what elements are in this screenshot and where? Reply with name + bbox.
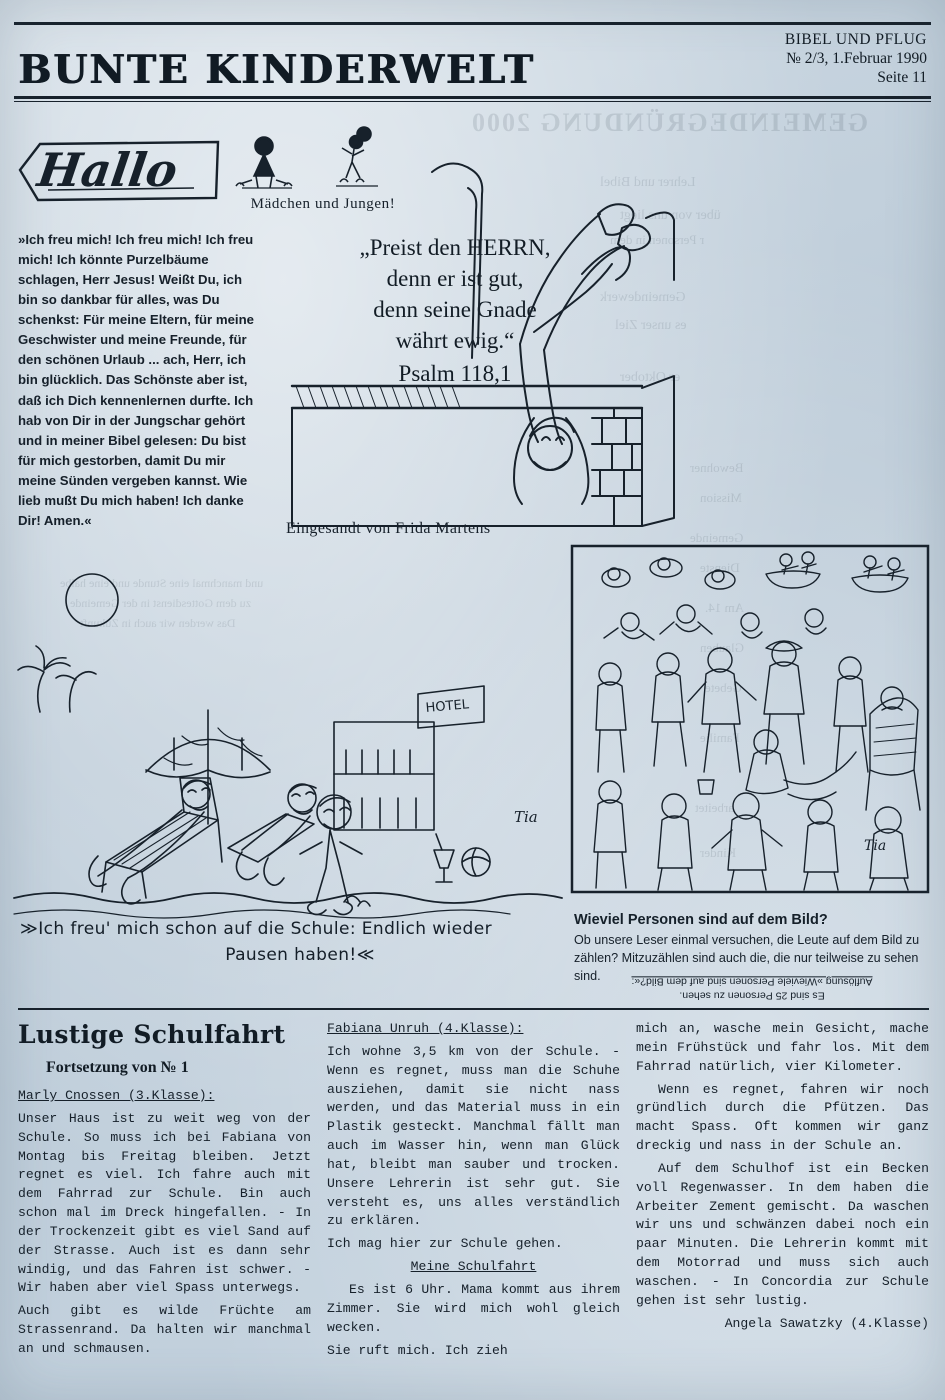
article-col1-author: Marly Cnossen (3.Klasse): — [18, 1088, 215, 1103]
greeting-text: Mädchen und Jungen! — [250, 196, 396, 212]
article-subtitle: Fortsetzung von № 1 — [46, 1059, 189, 1076]
page-sheet — [14, 22, 931, 1382]
ghost-text: Kinder — [700, 845, 737, 860]
article-col2-after-2: Sie ruft mich. Ich zieh — [327, 1342, 508, 1358]
svg-text:Hallo: Hallo — [34, 143, 181, 197]
ghost-text: r Personen in dem — [610, 232, 705, 247]
ghost-text: Gemeindewerk — [600, 290, 686, 305]
ghost-text: und manchmal eine Stunde und eine halbe — [60, 576, 264, 590]
page-title: BUNTE KINDERWELT — [18, 46, 535, 93]
verse-reference: Psalm 118,1 — [398, 361, 512, 387]
article-signature: Angela Sawatzky (4.Klasse) — [724, 1315, 929, 1331]
article-col2-after-1: Es ist 6 Uhr. Mama kommt aus ihrem Zimmer. Sie wird mich wohl gleich wecken. — [327, 1281, 620, 1335]
article-col1-para-1: Unser Haus ist zu weit weg von der Schule. So muss ich bei Fabiana von Montag bis Freitag bleiben. Jetzt regnet es viel. Ich fahre auch mit dem Fahrrad zur Schule. Bin auch schon mal im Dreck hingefallen. - In der Trockenzeit gibt es viel Sand auf der Strasse. Auch ist es dann sehr windig, und das Fahren ist schwer. - Wir haben aber viel Spass unterwegs. — [18, 1110, 311, 1296]
article-col1-para-2: Auch gibt es wilde Früchte am Strassenrand. Da halten wir manchmal an und schmausen. — [18, 1303, 311, 1356]
verse-line-1: „Preist den HERRN, — [359, 235, 551, 260]
quiz-question: Wieviel Personen sind auf dem Bild? — [574, 912, 828, 928]
verse-line-3: denn seine Gnade — [373, 297, 537, 323]
article-col3-para-3: Auf dem Schulhof ist ein Becken voll Regenwasser. In dem haben die Arbeiter Zement gemischt. Da waschen wir uns und schwänzen dabei noch ein paar Minuten. Die Lehrerin kommt mit dem Motorrad und muss sich auch waschen. - In Concordia zur Schule gehen ist sehr lustig. — [636, 1160, 929, 1308]
ghost-text: GEMEINDEGRÜNDUNG 2000 — [470, 108, 869, 137]
ghost-text: Mission — [700, 490, 742, 505]
ghost-text: zu dem Gottesdienst in der Gemeinde — [70, 596, 251, 610]
ghost-text: arbeitet — [695, 800, 734, 815]
illustration-credit: Eingesandt von Frida Martens — [286, 520, 491, 537]
article-col1-body — [18, 1087, 311, 1359]
article-col3-para-2: Wenn es regnet, fahren wir noch gründlich durch die Pfützen. Das macht Spass. Oft kommen wir ganz dreckig und nass in der Schule an. — [636, 1081, 929, 1154]
masthead-rule-bottom — [14, 96, 931, 99]
cartoon-caption — [20, 917, 550, 968]
article-col3-para-1: mich an, wasche mein Gesicht, mache mein Frühstück und fahr los. Mit dem Fahrrad natürlich, vier Kilometer. — [636, 1021, 929, 1074]
article-column-3 — [636, 1020, 929, 1382]
quiz-answer-label: Auflösung »Wieviele Personen sind auf dem Bild?«: — [631, 975, 873, 988]
section-divider — [18, 1008, 929, 1010]
ghost-text: Familie — [700, 730, 740, 745]
article-col2-heading: Meine Schulfahrt — [410, 1259, 537, 1275]
masthead-meta — [785, 31, 927, 90]
article — [18, 1020, 929, 1382]
verse-line-2: denn er ist gut, — [386, 266, 524, 292]
masthead — [14, 22, 931, 102]
publication-name: BIBEL UND PFLUG — [784, 31, 927, 48]
masthead-rule-bottom-thin — [14, 101, 931, 102]
article-title: Lustige Schulfahrt — [18, 1020, 286, 1049]
cartoon-caption-line-2: Pausen haben!≪ — [225, 944, 375, 965]
article-column-2 — [327, 1020, 620, 1382]
svg-text:Tia: Tia — [864, 838, 887, 854]
ghost-text: Gebete — [705, 680, 742, 695]
verse-line-4: währt ewig.“ — [395, 328, 515, 354]
svg-text:HOTEL: HOTEL — [425, 697, 470, 716]
ghost-text: über von uns liegt — [620, 208, 721, 223]
article-col2-para-2: Ich mag hier zur Schule gehen. — [327, 1236, 563, 1252]
ghost-text: er Oktober — [620, 370, 681, 385]
handstand-diver-icon — [282, 118, 682, 538]
ghost-text: es unser Ziel — [615, 318, 687, 333]
ghost-text: Bewohner — [690, 460, 744, 475]
issue-date: № 2/3, 1.Februar 1990 — [786, 49, 927, 67]
ghost-text: Lehrer und Bibel — [600, 175, 696, 190]
article-col3-body — [636, 1020, 929, 1334]
quiz-body: Ob unsere Leser einmal versuchen, die Leute auf dem Bild zu zählen? Mitzuzählen sind auch die, die nur teilweise zu sehen sind. — [574, 933, 920, 983]
article-col2-author: Fabiana Unruh (4.Klasse): — [327, 1021, 524, 1036]
cartoon-signature: Tia — [514, 808, 538, 826]
beach-scene-icon — [14, 562, 562, 922]
article-column-1 — [18, 1020, 311, 1382]
testimonial-text: »Ich freu mich! Ich freu mich! Ich freu mich! Ich könnte Purzelbäume schlagen, Herr Jesus! Weißt Du, ich bin so dankbar für alles, was Du schenkst: Für meine Eltern, für meine Geschwister und meine Freunde, für den schönen Urlaub ... ach, Herr, ich bin glücklich. Das Schönste aber ist, daß ich Dich kennenlernen durfte. Ich hab von Dir in der Jungschar gehört und in meiner Bibel gelesen: Du bist für mich gestorben, damit Du mir meine Sünden vergeben kannst. Wie lieb mußt Du mich haben! Ich danke Dir! Amen.« — [18, 232, 254, 528]
page-number: Seite 11 — [877, 68, 927, 86]
hallo-logo — [18, 128, 223, 208]
quiz-answer-text: Es sind 25 Personen zu sehen. — [679, 989, 825, 1002]
ghost-text: Das werden wir auch in Zukunft — [80, 616, 236, 630]
quiz-answer — [574, 974, 930, 1002]
ghost-text: Am 14. — [705, 600, 744, 615]
cartoon-caption-line-1: ≫Ich freu' mich schon auf die Schule: Endlich wieder — [20, 919, 492, 939]
ghost-text: Dienste — [700, 560, 740, 575]
swimming-pool-scene-icon — [570, 544, 930, 914]
ghost-text: Glauben — [700, 640, 745, 655]
article-col2-para-1: Ich wohne 3,5 km von der Schule. - Wenn es regnet, muss man die Schuhe ausziehen, damit sie nicht nass werden, und das Material muss in ein Plastik gesteckt. Manchmal fällt man auch im Wasser hin, wenn man Glück hat, bleibt man sauber und trocken. Unsere Lehrerin ist sehr gut. Sie versteht es, uns alles verständlich zu erklären. — [327, 1043, 620, 1229]
ghost-text: Gemeinde — [690, 530, 744, 545]
article-col2-body — [327, 1020, 620, 1360]
